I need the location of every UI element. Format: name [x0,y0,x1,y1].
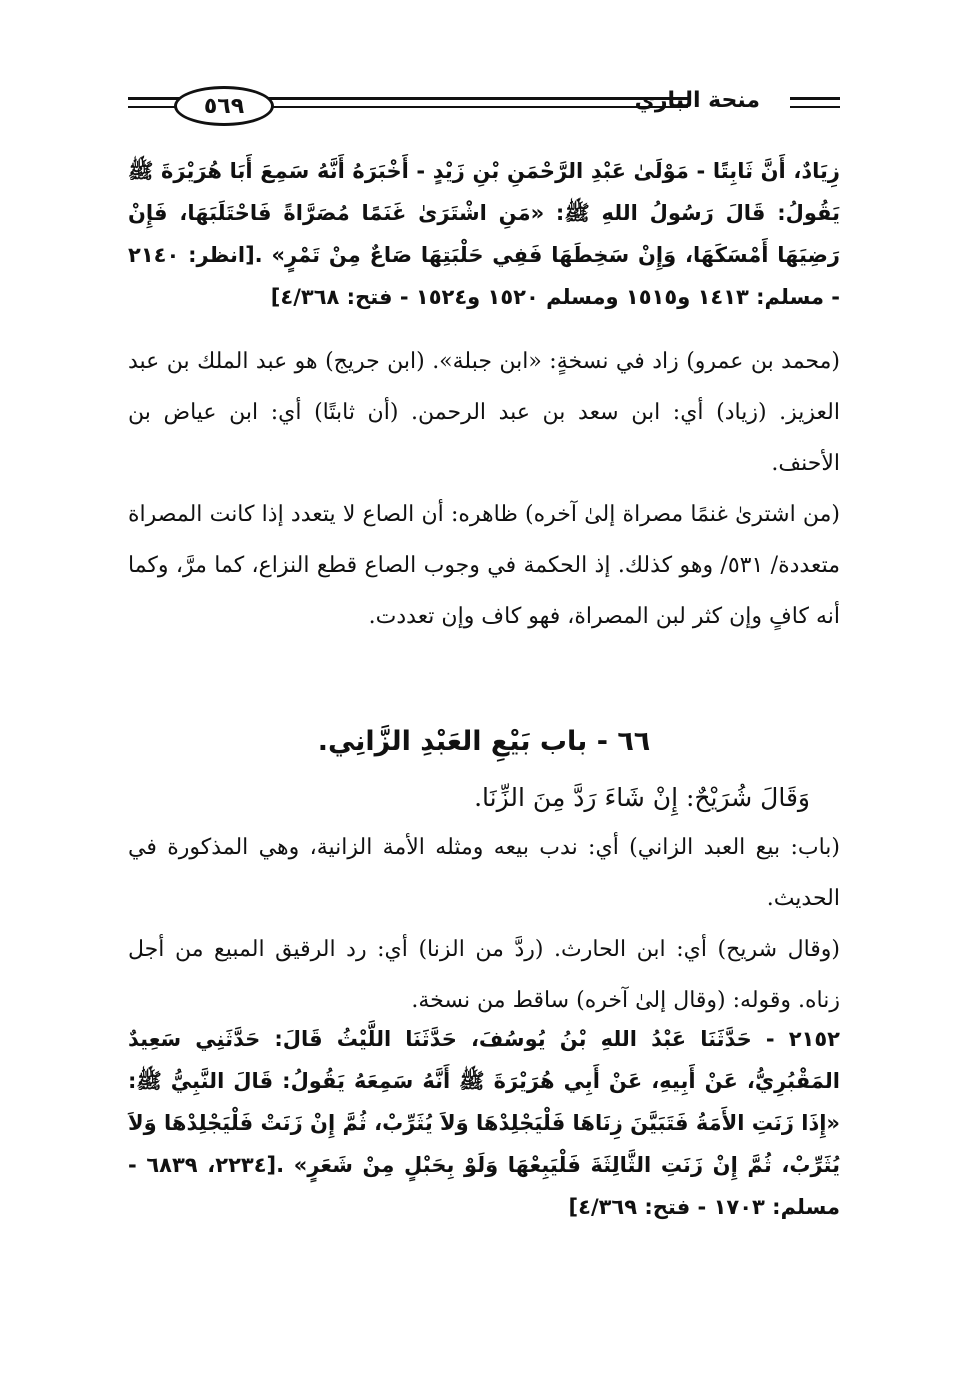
header-rule-middle-bottom [268,106,688,108]
commentary-paragraph: (من اشترىٰ غنمًا مصراة إلىٰ آخره) ظاهره: أن الصاع لا يتعدد إذا كانت المصراة متعددة/ ٥٣١/ وهو كذلك. إذ الحكمة في وجوب الصاع قطع النزاع، كما مرَّ، وكما أنه كافٍ وإن كثر لبن المصراة، فهو كاف وإن تعددت. [128,502,841,629]
commentary-block-1 [128,336,840,642]
running-title: منحة الباري [634,88,760,113]
header-rule-middle-top [268,97,688,100]
page-number: ٥٦٩ [174,86,274,126]
chapter-athar: وَقَالَ شُرَيْحٌ: إِنْ شَاءَ رَدَّ مِنَ الزِّنَا. [474,783,810,812]
header-rule-right-bottom [790,106,840,108]
commentary-block-2 [128,822,840,1026]
chapter-title: ٦٦ - باب بَيْعِ العَبْدِ الزَّانِي. [317,726,651,757]
commentary-paragraph: (باب: بيع العبد الزاني) أي: ندب بيعه ومثله الأمة الزانية، وهي المذكورة في الحديث. [128,835,840,911]
hadith-text-top: زِيَادٌ، أَنَّ ثَابِتًا - مَوْلَىٰ عَبْدِ الرَّحْمَنِ بْنِ زَيْدٍ - أَخْبَرَهُ أَنَّهُ سَمِعَ أَبَا هُرَيْرَةَ ﷺ يَقُولُ: قَالَ رَسُولُ اللهِ ﷺ: «مَنِ اشْتَرَىٰ غَنَمًا مُصَرَّاةً فَاحْتَلَبَهَا، فَإِنْ رَضِيَهَا أَمْسَكَهَا، وَإِنْ سَخِطَهَا فَفِي حَلْبَتِهَا صَاعٌ مِنْ تَمْرٍ» .[انظر: ٢١٤٠ - مسلم: ١٤١٣ و١٥١٥ ومسلم ١٥٢٠ و١٥٢٤ - فتح: ٤/٣٦٨] [128,159,840,309]
hadith-2152: ٢١٥٢ - حَدَّثَنَا عَبْدُ اللهِ بْنُ يُوسُفَ، حَدَّثَنَا اللَّيْثُ قَالَ: حَدَّثَنِي سَعِيدٌ المَقْبُرِيُّ، عَنْ أَبِيهِ، عَنْ أَبِي هُرَيْرَةَ ﷺ أَنَّهُ سَمِعَهُ يَقُولُ: قَالَ النَّبِيُّ ﷺ: «إِذَا زَنَتِ الأَمَةُ فَتَبَيَّنَ زِنَاهَا فَلْيَجْلِدْهَا وَلاَ يُثَرِّبْ، ثُمَّ إِنْ زَنَتْ فَلْيَجْلِدْهَا وَلاَ يُثَرِّبْ، ثُمَّ إِنْ زَنَتِ الثَّالِثَةَ فَلْيَبِعْهَا وَلَوْ بِحَبْلٍ مِنْ شَعَرٍ» .[٢٢٣٤، ٦٨٣٩ - مسلم: ١٧٠٣ - فتح: ٤/٣٦٩] [128,1027,841,1219]
header-rule-right-top [790,97,840,100]
page-header [128,82,840,130]
commentary-paragraph: (وقال شريح) أي: ابن الحارث. (ردَّ من الزنا) أي: رد الرقيق المبيع من أجل زناه. وقوله: (وقال إلىٰ آخره) ساقط من نسخة. [128,937,840,1013]
commentary-paragraph: (محمد بن عمرو) زاد في نسخةٍ: «ابن جبلة». (ابن جريج) هو عبد الملك بن عبد العزيز. (زياد) أي: ابن سعد بن عبد الرحمن. (أن ثابتًا) أي: ابن عياض بن الأحنف. [128,349,840,476]
